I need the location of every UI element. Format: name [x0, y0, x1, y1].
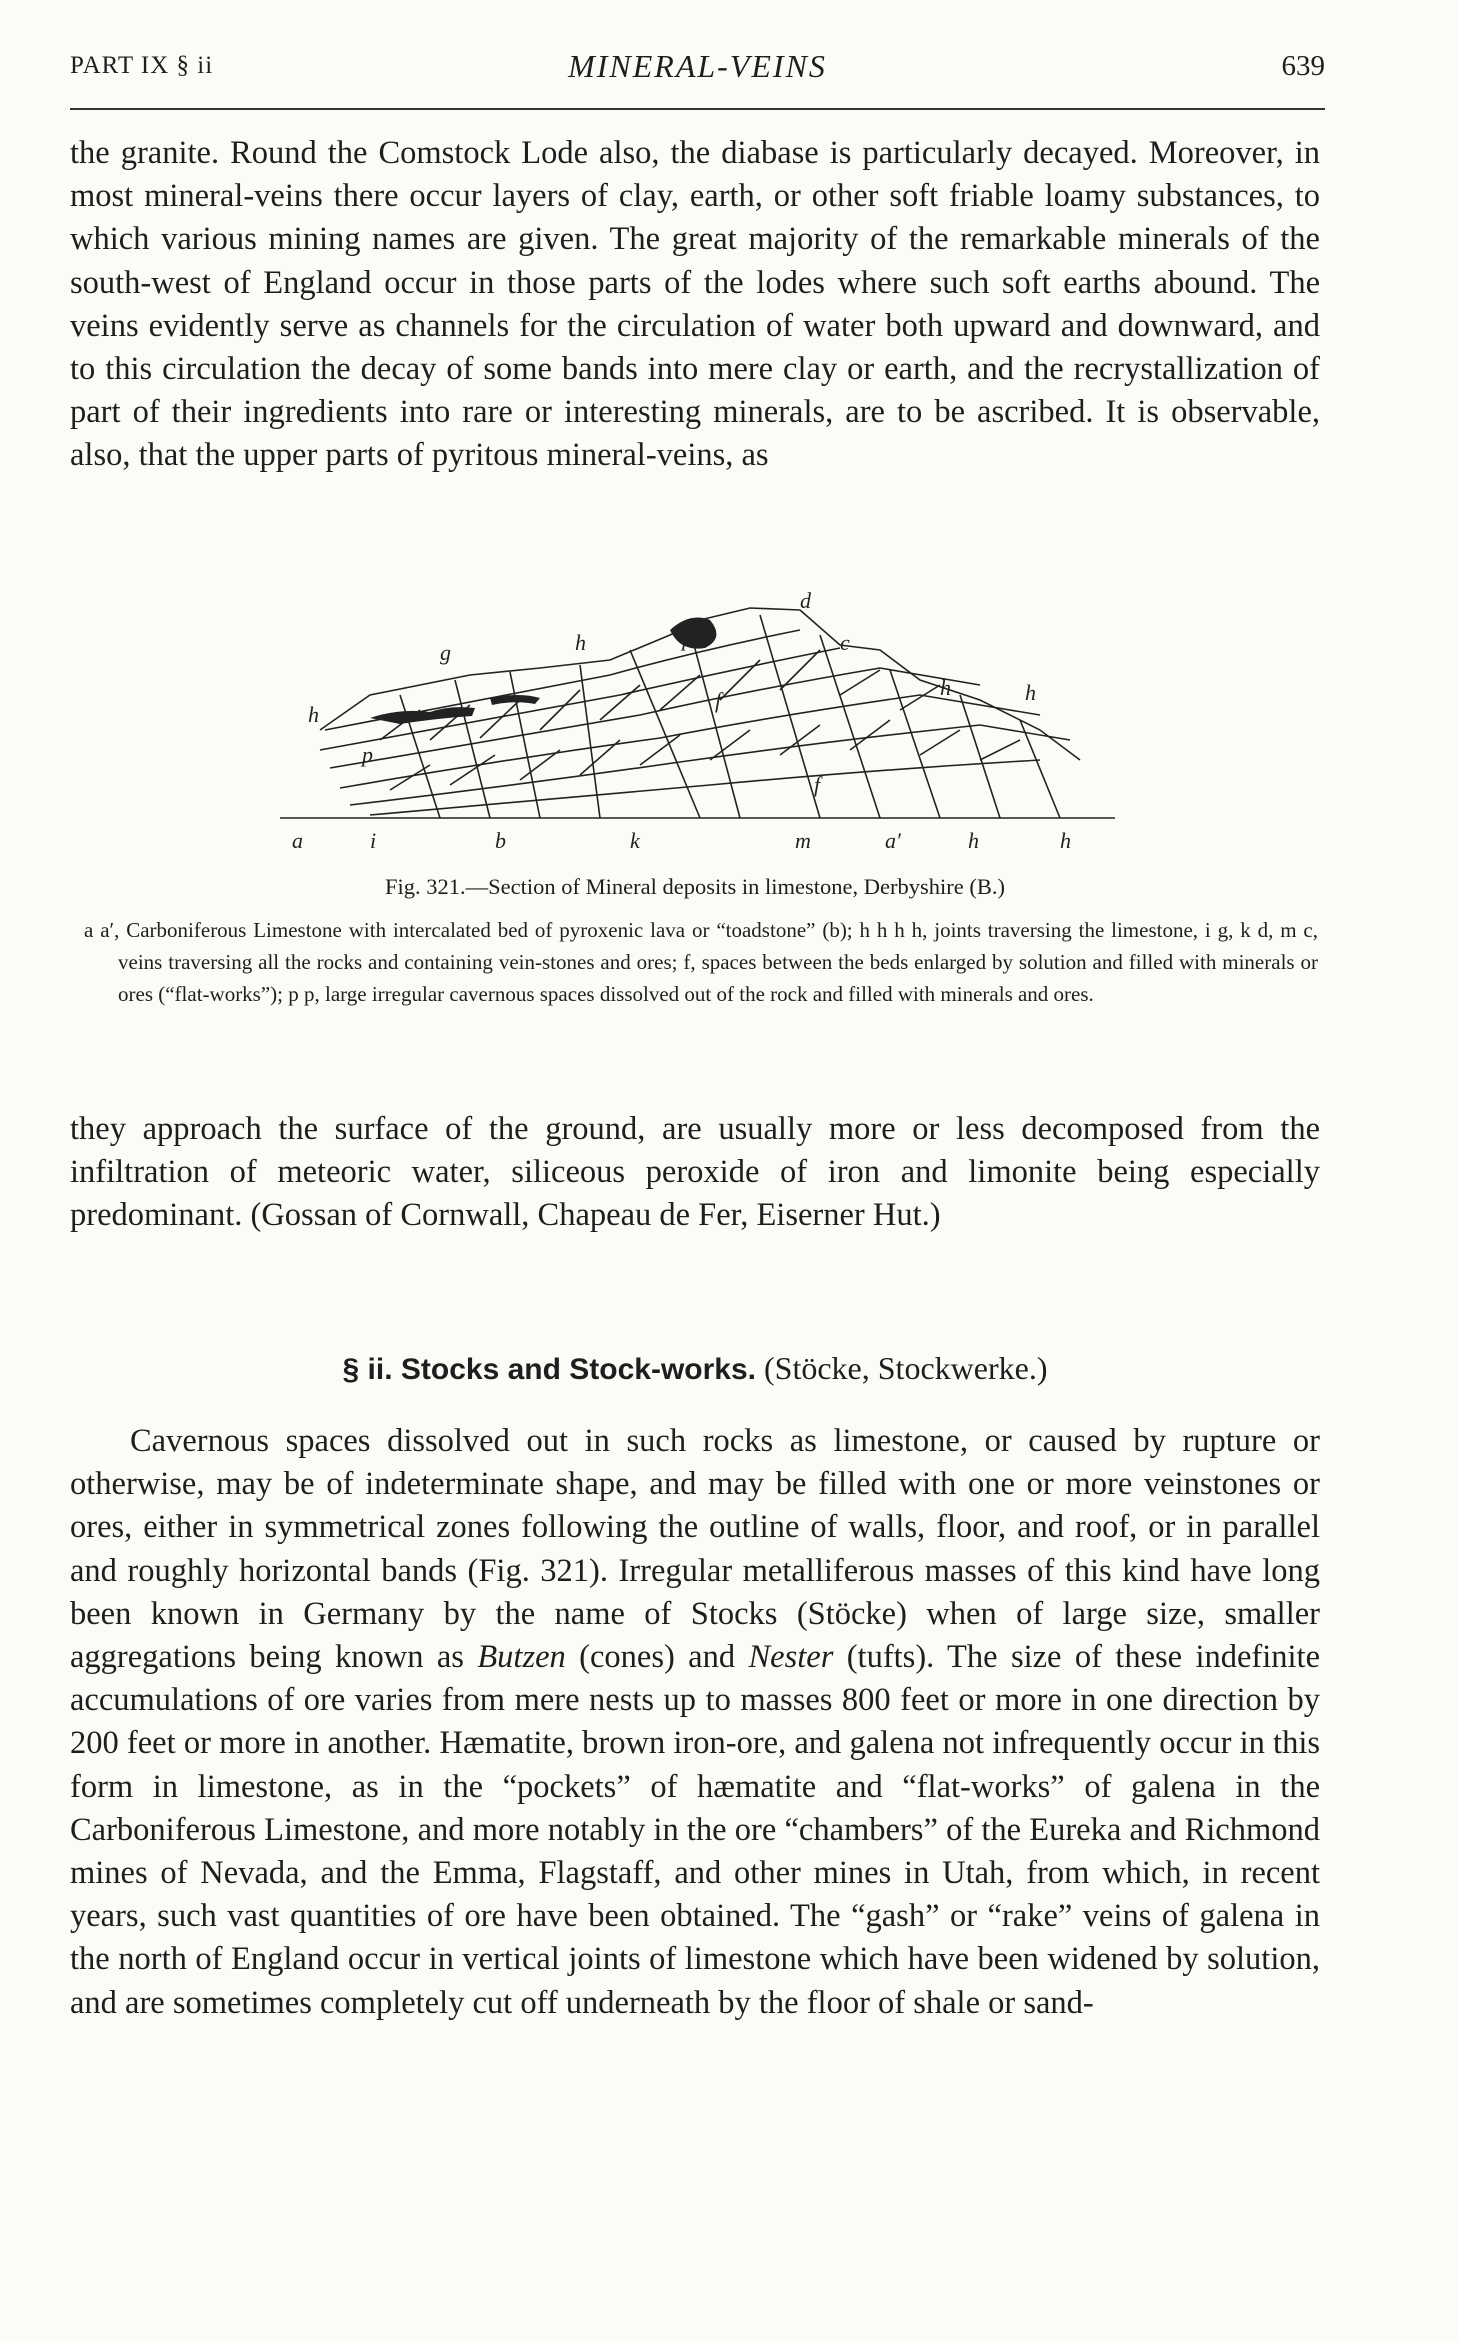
- joint: [455, 680, 490, 818]
- paragraph-1: the granite. Round the Comstock Lode also, the diabase is particularly decayed. Moreover, in most mineral-veins there occur layers of clay, earth, or other soft friable loamy substances, to which various mining names are given. The great majority of the remarkable minerals of the south-west of England occur in those parts of the lodes where such soft earths abound. The veins evidently serve as channels for the circulation of water both upward and downward, and to this circulation the decay of some bands into mere clay or earth, and the recrystallization of part of their ingredients into rare or interesting minerals, are to be ascribed. It is observable, also, that the upper parts of pyritous mineral-veins, as: [70, 135, 1320, 474]
- joint: [890, 670, 940, 818]
- fig-label: h: [575, 630, 586, 655]
- fig-label: p: [362, 742, 373, 767]
- fig-label: h: [1060, 828, 1071, 853]
- fig-label: f: [715, 688, 722, 713]
- fig-label: h: [968, 828, 979, 853]
- running-header: [70, 48, 1325, 92]
- fig-label: h: [940, 675, 951, 700]
- fig-label: p: [682, 626, 693, 651]
- fig-label: k: [630, 828, 640, 853]
- fig-label: d: [800, 590, 811, 613]
- bedding-plane: [370, 760, 1040, 815]
- fig-label: b: [495, 828, 506, 853]
- fig-label: a: [292, 828, 303, 853]
- fig-label: f: [814, 772, 821, 797]
- figure-321-section-diagram: [280, 590, 1120, 860]
- joint: [760, 615, 820, 818]
- header-part-section: PART IX § ii: [70, 52, 214, 79]
- section-heading-title: § ii. Stocks and Stock-works.: [342, 1353, 756, 1386]
- vein-m-c: [820, 635, 880, 818]
- hatching: [380, 650, 940, 740]
- fig-label: h: [1025, 680, 1036, 705]
- fig-label: h: [308, 702, 319, 727]
- term-butzen: Butzen: [477, 1639, 566, 1676]
- section-heading: [70, 1350, 1320, 1387]
- joint: [960, 695, 1000, 818]
- flat-work-filled: [370, 707, 475, 724]
- fig-label: g: [440, 640, 451, 665]
- page-number: 639: [1281, 50, 1325, 82]
- term-nester: Nester: [748, 1639, 834, 1676]
- fig-label: c: [840, 630, 850, 655]
- header-title: MINERAL-VEINS: [568, 48, 827, 84]
- fig-label: i: [370, 828, 377, 853]
- fig-label: m: [795, 828, 811, 853]
- paragraph-3-part-2: (cones) and: [565, 1639, 749, 1676]
- joint: [510, 672, 540, 818]
- section-heading-german: (Stöcke, Stockwerke.): [764, 1350, 1048, 1386]
- paragraph-3: [70, 1420, 1320, 2025]
- paragraph-3-part-1: Cavernous spaces dissolved out in such rocks as limestone, or caused by rupture or otherwise, may be of indeterminate shape, and may be filled with one or more veinstones or ores, either in symmetrical zones following the outline of walls, floor, and roof, or in parallel and roughly horizontal bands (Fig. 321). Irregular metalliferous masses of this kind have long been known in Germany by the name of Stocks (Stöcke) when of large size, smaller aggregations being known as: [70, 1423, 1320, 1676]
- cavern-p-filled: [670, 618, 716, 649]
- figure-caption-title: Fig. 321.—Section of Mineral deposits in limestone, Derbyshire (B.): [385, 874, 1005, 899]
- surface-line: [320, 608, 800, 730]
- figure-caption-text: a a′, Carboniferous Limestone with intercalated bed of pyroxenic lava or “toadstone” (b); h h h h, joints traversing the limestone, i g, k d, m c, veins traversing all the rocks and containing vein-stones and ores; f, spaces between the beds enlarged by solution and filled with minerals or ores (“flat-works”); p p, large irregular cavernous spaces dissolved out of the rock and filled with minerals and ores.: [84, 918, 1318, 1006]
- vein: [630, 650, 700, 818]
- fig-label: a′: [885, 828, 901, 853]
- paragraph-2: they approach the surface of the ground, are usually more or less decomposed from the infiltration of meteoric water, siliceous peroxide of iron and limonite being especially predominant. (Gossan of Cornwall, Chapeau de Fer, Eiserner Hut.): [70, 1111, 1320, 1234]
- header-rule: [70, 108, 1325, 110]
- paragraph-3-part-3: (tufts). The size of these indefinite accumulations of ore varies from mere nests up to masses 800 feet or more in one direction by 200 feet or more in another. Hæmatite, brown iron-ore, and galena not infrequently occur in this form in limestone, as in the “pockets” of hæmatite and “flat-works” of galena in the Carboniferous Limestone, and more notably in the ore “chambers” of the Eureka and Richmond mines of Nevada, and the Emma, Flagstaff, and other mines in Utah, from which, in recent years, such vast quantities of ore have been obtained. The “gash” or “rake” veins of galena in the north of England occur in vertical joints of limestone which have been widened by solution, and are sometimes completely cut off underneath by the floor of shale or sand-: [70, 1639, 1320, 2021]
